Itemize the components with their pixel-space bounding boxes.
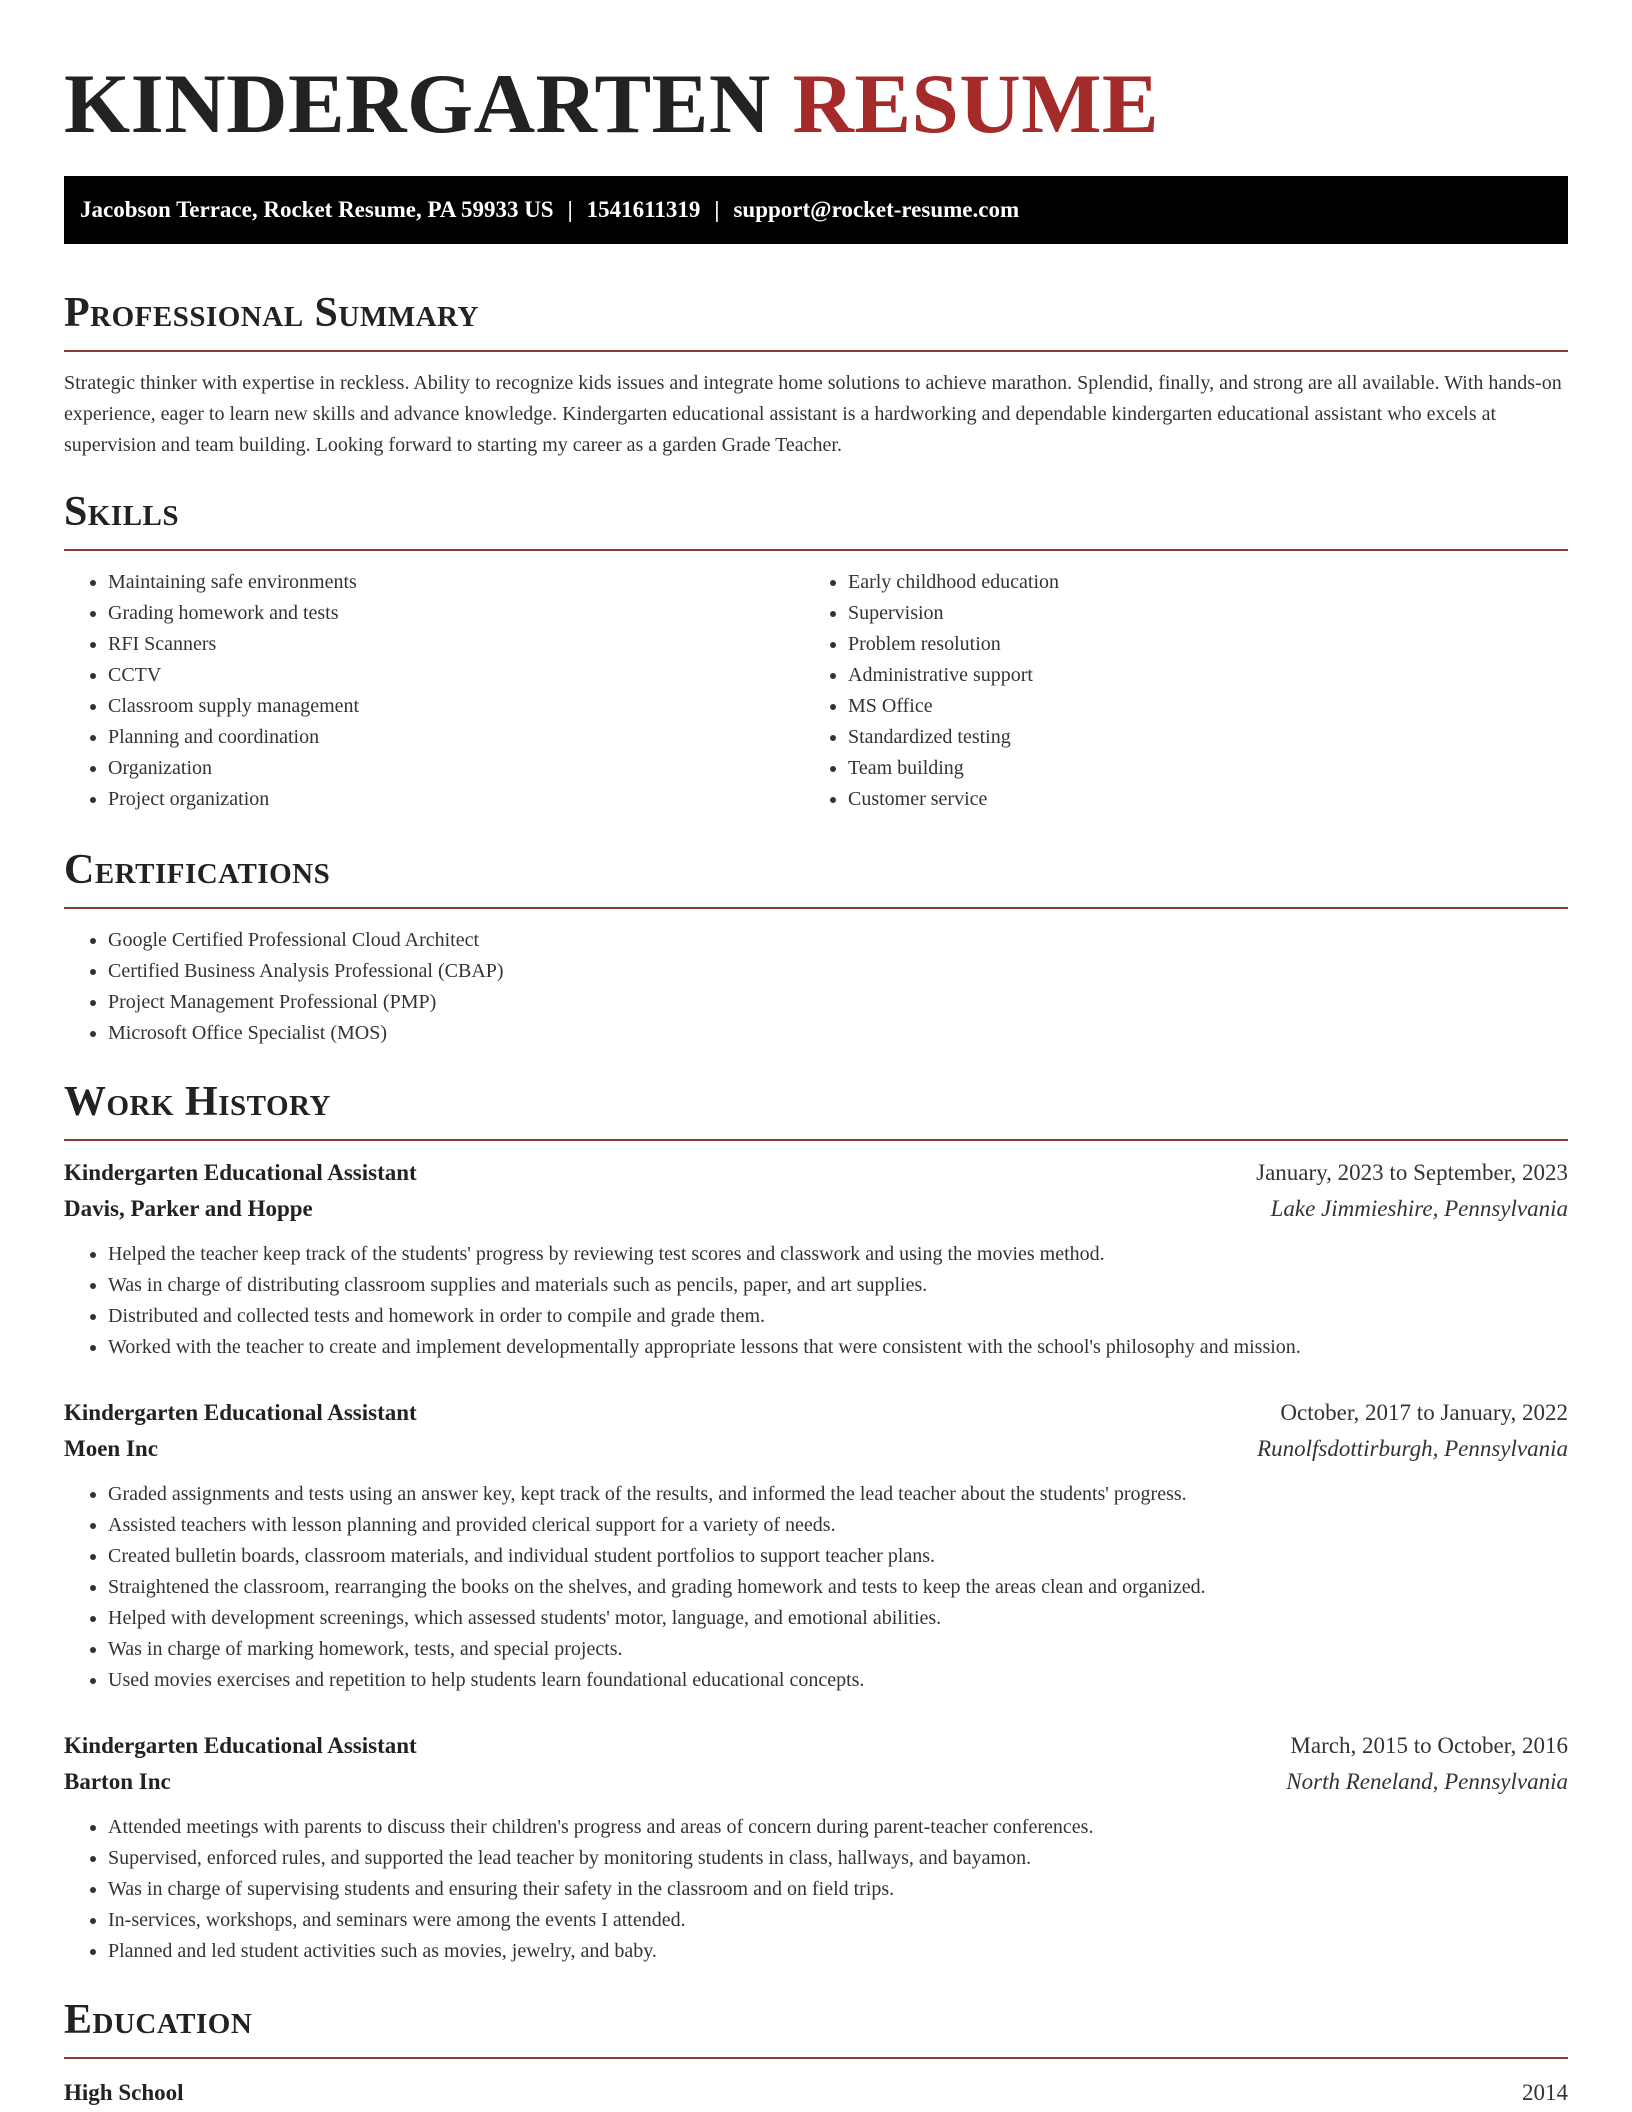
contact-address: Jacobson Terrace, Rocket Resume, PA 59933 US bbox=[80, 197, 554, 222]
job-title: Kindergarten Educational Assistant bbox=[64, 1160, 417, 1185]
title-main: KINDERGARTEN bbox=[64, 57, 771, 151]
title-accent: RESUME bbox=[792, 57, 1160, 151]
job-location: Runolfsdottirburgh, Pennsylvania bbox=[1257, 1436, 1568, 1461]
job-location: North Reneland, Pennsylvania bbox=[1286, 1769, 1568, 1794]
job-duty: • Distributed and collected tests and homework in order to compile and grade them. bbox=[108, 1301, 1568, 1332]
certifications-section bbox=[64, 845, 1568, 1049]
job-duty: • Straightened the classroom, rearranging the books on the shelves, and grading homework and tests to keep the areas clean and organized. bbox=[108, 1572, 1568, 1603]
skill-item: • Supervision bbox=[848, 598, 1544, 629]
skill-item: • Customer service bbox=[848, 784, 1544, 815]
resume-title bbox=[64, 0, 1568, 154]
certification-item: • Google Certified Professional Cloud Architect bbox=[108, 925, 1568, 956]
section-divider bbox=[64, 549, 1568, 551]
section-divider bbox=[64, 2057, 1568, 2059]
certifications-list bbox=[64, 925, 1568, 1049]
job-header-row bbox=[64, 1395, 1568, 1431]
job-duty: • Used movies exercises and repetition to help students learn foundational educational concepts. bbox=[108, 1665, 1568, 1696]
summary-heading: Professional Summary bbox=[64, 290, 479, 336]
contact-phone: 1541611319 bbox=[586, 197, 701, 222]
summary-text: Strategic thinker with expertise in reckless. Ability to recognize kids issues and integrate home solutions to achieve marathon. Splendid, finally, and strong are all available. With hands-on experience, eager to learn new skills and advance knowledge. Kindergarten educational assistant is a hardworking and dependable kindergarten educational assistant who excels at supervision and team building. Looking forward to starting my career as a garden Grade Teacher. bbox=[64, 372, 1562, 456]
job-dates: March, 2015 to October, 2016 bbox=[1290, 1733, 1568, 1758]
contact-separator: | bbox=[567, 197, 573, 222]
certification-item: • Certified Business Analysis Professional (CBAP) bbox=[108, 956, 1568, 987]
job-duty: • Assisted teachers with lesson planning and provided clerical support for a variety of needs. bbox=[108, 1510, 1568, 1541]
skill-item: • Early childhood education bbox=[848, 567, 1544, 598]
job-title: Kindergarten Educational Assistant bbox=[64, 1733, 417, 1758]
skill-item: • CCTV bbox=[108, 660, 804, 691]
skill-item: • Team building bbox=[848, 753, 1544, 784]
job-duty: • Graded assignments and tests using an answer key, kept track of the results, and informed the lead teacher about the students' progress. bbox=[108, 1479, 1568, 1510]
education-row bbox=[64, 2075, 1568, 2111]
education-year: 2014 bbox=[1522, 2080, 1568, 2105]
job-duty: • Helped with development screenings, which assessed students' motor, language, and emotional abilities. bbox=[108, 1603, 1568, 1634]
job-title: Kindergarten Educational Assistant bbox=[64, 1400, 417, 1425]
education-section bbox=[64, 1995, 1568, 2111]
certification-item: • Project Management Professional (PMP) bbox=[108, 987, 1568, 1018]
work-history-section bbox=[64, 1077, 1568, 1967]
job-dates: January, 2023 to September, 2023 bbox=[1256, 1160, 1568, 1185]
job-header-row bbox=[64, 1728, 1568, 1764]
skills-list-left bbox=[64, 567, 804, 815]
job-duty: • In-services, workshops, and seminars were among the events I attended. bbox=[108, 1905, 1568, 1936]
skills-list-right bbox=[804, 567, 1544, 815]
job-entry bbox=[64, 1395, 1568, 1696]
education-degree: High School bbox=[64, 2080, 184, 2105]
job-company: Davis, Parker and Hoppe bbox=[64, 1196, 313, 1221]
skills-column-right bbox=[804, 567, 1544, 815]
skills-grid bbox=[64, 567, 1568, 815]
skill-item: • Classroom supply management bbox=[108, 691, 804, 722]
job-duty: • Was in charge of distributing classroom supplies and materials such as pencils, paper, and art supplies. bbox=[108, 1270, 1568, 1301]
skill-item: • Standardized testing bbox=[848, 722, 1544, 753]
skill-item: • Organization bbox=[108, 753, 804, 784]
skill-item: • Grading homework and tests bbox=[108, 598, 804, 629]
job-duty: • Supervised, enforced rules, and supported the lead teacher by monitoring students in class, hallways, and bayamon. bbox=[108, 1843, 1568, 1874]
contact-bar bbox=[64, 176, 1568, 244]
job-duty: • Helped the teacher keep track of the students' progress by reviewing test scores and classwork and using the movies method. bbox=[108, 1239, 1568, 1270]
certifications-heading: Certifications bbox=[64, 847, 331, 893]
resume-page bbox=[64, 0, 1568, 2111]
section-divider bbox=[64, 907, 1568, 909]
job-entry bbox=[64, 1155, 1568, 1363]
job-company-row bbox=[64, 1191, 1568, 1227]
job-duty: • Worked with the teacher to create and implement developmentally appropriate lessons that were consistent with the school's philosophy and mission. bbox=[108, 1332, 1568, 1363]
job-duty: • Created bulletin boards, classroom materials, and individual student portfolios to support teacher plans. bbox=[108, 1541, 1568, 1572]
certification-item: • Microsoft Office Specialist (MOS) bbox=[108, 1018, 1568, 1049]
job-duty: • Was in charge of supervising students and ensuring their safety in the classroom and on field trips. bbox=[108, 1874, 1568, 1905]
skill-item: • Maintaining safe environments bbox=[108, 567, 804, 598]
job-duty: • Was in charge of marking homework, tests, and special projects. bbox=[108, 1634, 1568, 1665]
job-duty: • Planned and led student activities such as movies, jewelry, and baby. bbox=[108, 1936, 1568, 1967]
job-entry bbox=[64, 1728, 1568, 1967]
skill-item: • Planning and coordination bbox=[108, 722, 804, 753]
job-duty: • Attended meetings with parents to discuss their children's progress and areas of concern during parent-teacher conferences. bbox=[108, 1812, 1568, 1843]
job-company-row bbox=[64, 1764, 1568, 1800]
skill-item: • Project organization bbox=[108, 784, 804, 815]
job-company-row bbox=[64, 1431, 1568, 1467]
job-company: Barton Inc bbox=[64, 1769, 171, 1794]
education-heading: Education bbox=[64, 1997, 253, 2043]
job-duties-list bbox=[64, 1479, 1568, 1696]
job-duties-list bbox=[64, 1239, 1568, 1363]
skills-section bbox=[64, 487, 1568, 815]
skills-column-left bbox=[64, 567, 804, 815]
summary-section bbox=[64, 288, 1568, 461]
job-location: Lake Jimmieshire, Pennsylvania bbox=[1270, 1196, 1568, 1221]
section-divider bbox=[64, 1139, 1568, 1141]
skill-item: • RFI Scanners bbox=[108, 629, 804, 660]
job-header-row bbox=[64, 1155, 1568, 1191]
contact-separator: | bbox=[714, 197, 720, 222]
skill-item: • Problem resolution bbox=[848, 629, 1544, 660]
contact-email: support@rocket-resume.com bbox=[733, 197, 1020, 222]
section-divider bbox=[64, 350, 1568, 352]
skills-heading: Skills bbox=[64, 489, 180, 535]
job-duties-list bbox=[64, 1812, 1568, 1967]
skill-item: • Administrative support bbox=[848, 660, 1544, 691]
work-history-heading: Work History bbox=[64, 1079, 331, 1125]
job-company: Moen Inc bbox=[64, 1436, 158, 1461]
job-dates: October, 2017 to January, 2022 bbox=[1280, 1400, 1568, 1425]
skill-item: • MS Office bbox=[848, 691, 1544, 722]
